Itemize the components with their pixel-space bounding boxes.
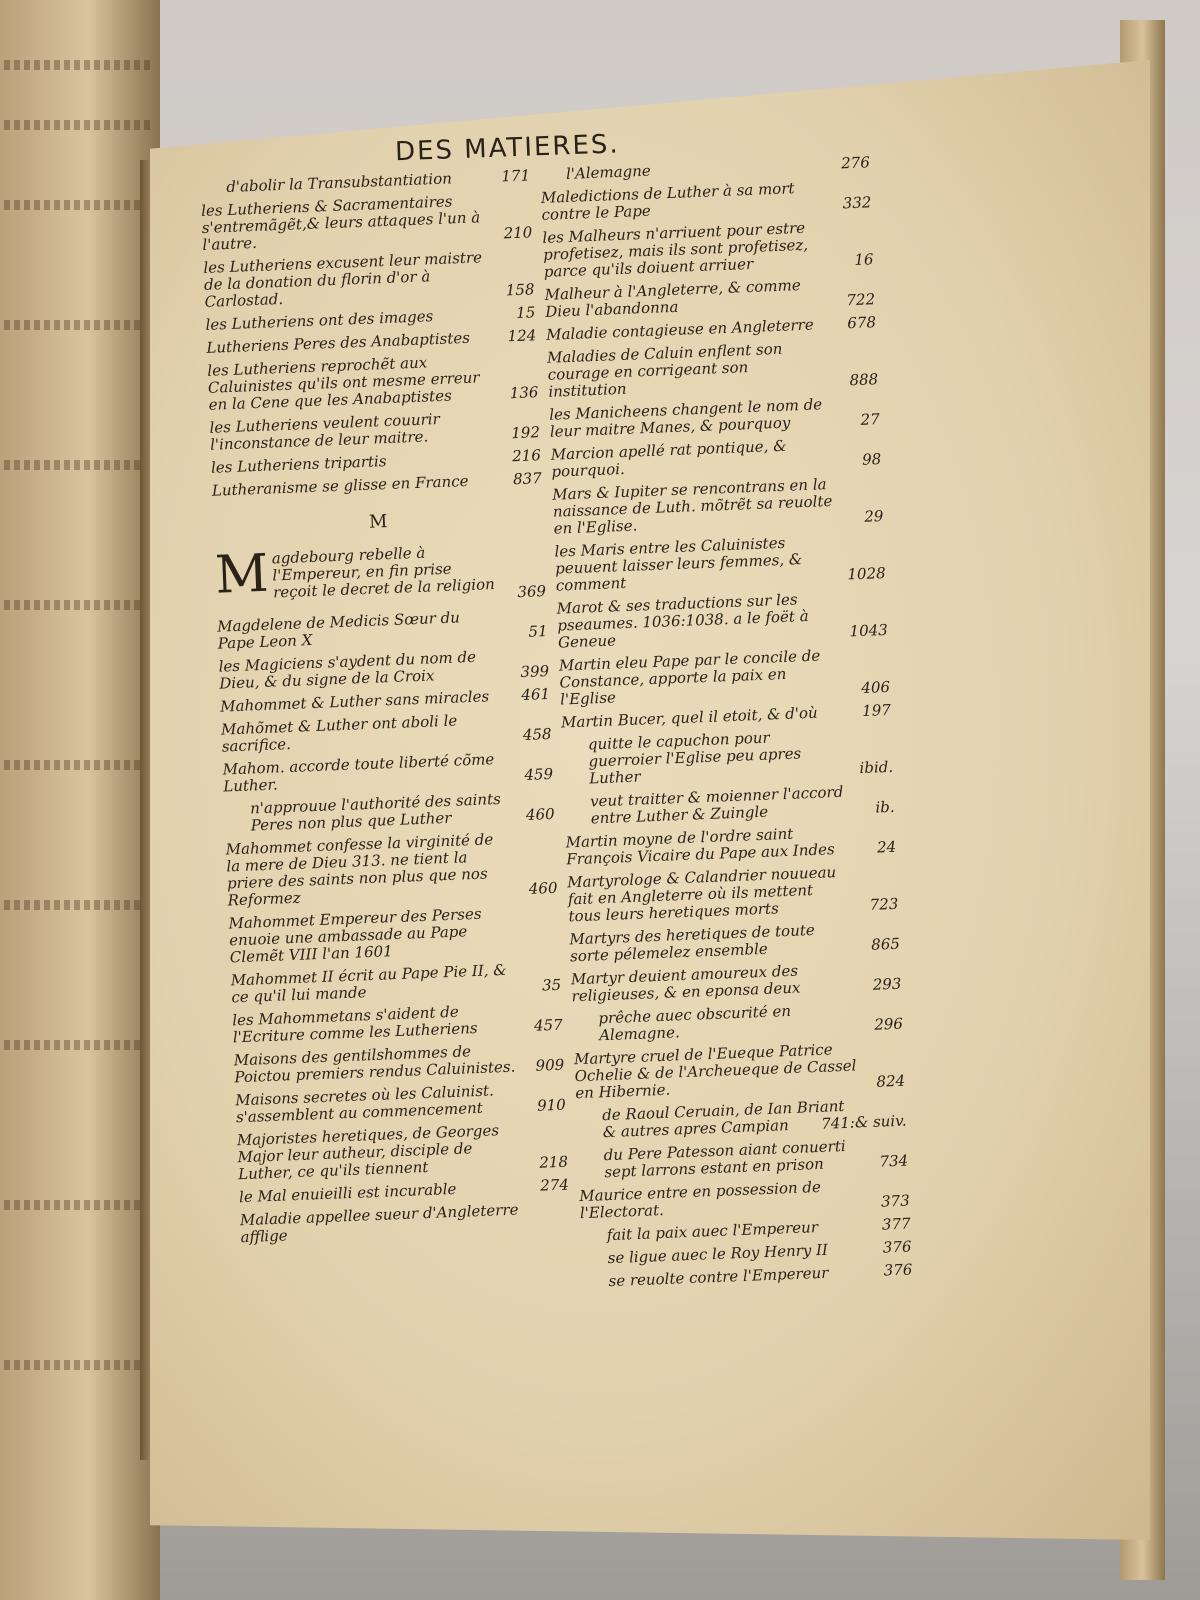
index-entry	[572, 999, 903, 1046]
left-column-m-entries	[217, 606, 571, 1246]
index-text-area	[200, 154, 925, 1359]
entry-text: Maladies de Caluin enflent son courage en corrigeant son institution	[546, 339, 783, 401]
index-entry	[567, 862, 899, 926]
entry-text: du Pere Patesson aiant conuerti sept larrons estant en prison	[603, 1136, 846, 1182]
entry-text: Martyrologe & Calandrier nouueau fait en Angleterre où ils mettent tous leurs heretiques morts	[566, 863, 837, 926]
bleed-through-line	[4, 900, 154, 910]
entry-text: Majoristes heretiques, de Georges Major leur autheur, disciple de Luther, ce qu'ils tiennent	[236, 1121, 500, 1184]
left-facing-page	[0, 0, 160, 1600]
entry-text: Magdelene de Medicis Sœur du Pape Leon X	[216, 608, 461, 653]
index-entry	[222, 749, 553, 796]
entry-text: Marot & ses traductions sur les pseaumes. 1036:1038. a le foët à Geneue	[556, 590, 809, 652]
index-entry	[228, 903, 560, 967]
entry-page-number: 35	[541, 975, 562, 995]
index-entry	[574, 1039, 906, 1103]
entry-page-number: 373	[880, 1191, 911, 1211]
entry-text: Lutheriens Peres des Anabaptistes	[206, 328, 471, 357]
entry-text: Maurice entre en possession de l'Electorat.	[578, 1177, 822, 1223]
entry-page-number: 910	[536, 1095, 567, 1115]
entry-page-number: ib.	[875, 797, 895, 817]
entry-page-number: 296	[873, 1014, 904, 1034]
entry-page-number: 210	[503, 223, 533, 243]
index-entry	[209, 407, 540, 454]
index-entry	[218, 646, 549, 693]
entry-text: Marcion apellé rat pontique, & pourquoi.	[550, 436, 787, 481]
entry-text: agdebourg rebelle à l'Empereur, en fin prise reçoit le decret de la religion	[271, 543, 496, 602]
entry-text: les Magiciens s'aydent du nom de Dieu, & du signe de la Croix	[218, 647, 477, 693]
index-entry	[217, 606, 548, 653]
index-entry	[549, 394, 880, 441]
entry-page-number: 1043	[849, 620, 889, 641]
bleed-through-line	[4, 1360, 154, 1370]
entry-text: Martyrs des heretiques de toute sorte pélemelez ensemble	[569, 920, 816, 966]
entry-page-number: 16	[854, 250, 874, 269]
entry-text: les Manicheens changent le nom de leur maitre Manes, & pourquoy	[548, 395, 823, 441]
entry-page-number: 124	[507, 326, 537, 346]
entry-page-number: 51	[528, 621, 548, 641]
entry-text: Maladie appellee sueur d'Angleterre afflige	[239, 1200, 519, 1247]
index-entry	[221, 709, 552, 756]
bleed-through-line	[4, 1040, 154, 1050]
left-column-entries	[200, 167, 542, 499]
index-entry-first	[214, 540, 546, 613]
entry-page-number: ibid.	[859, 757, 894, 778]
bleed-through-line	[4, 760, 154, 770]
right-column	[540, 154, 913, 1297]
index-entry	[541, 177, 872, 224]
entry-page-number: 888	[849, 370, 879, 390]
entry-text: les Lutheriens reprochẽt aux Caluinistes qu'ils ont mesme erreur en la Cene que les Anabaptistes	[206, 353, 480, 414]
entry-text: les Mahommetans s'aident de l'Ecriture comme les Lutheriens	[231, 1002, 478, 1047]
bleed-through-line	[4, 460, 154, 470]
index-entry	[235, 1080, 566, 1127]
entry-text: Martin eleu Pape par le concile de Constance, apporte la paix en l'Eglise	[558, 646, 821, 709]
entry-page-number: 734	[879, 1151, 909, 1171]
entry-text: de Raoul Ceruain, de Ian Briant & autres apres Campian	[601, 1096, 845, 1142]
entry-text: Mahom. accorde toute liberté cõme Luther.	[222, 750, 495, 796]
entry-text: quitte le capuchon pour guerroier l'Eglise peu apres Luther	[587, 728, 802, 788]
entry-text: Martyre cruel de l'Eueque Patrice Ochelie & de l'Archeueque de Cassel en Hibernie.	[573, 1040, 857, 1103]
entry-text: Martyr deuient amoureux des religieuses, & en eponsa deux	[570, 961, 801, 1006]
entry-text: Maisons secretes où les Caluinist. s'assemblent au commencement	[235, 1081, 495, 1127]
entry-page-number: 459	[524, 764, 554, 784]
entry-text: d'abolir la Transubstantiation	[225, 169, 453, 196]
entry-text: Mahommet II écrit au Pape Pie II, & ce qu'il lui mande	[230, 960, 507, 1007]
entry-text: Maladie contagieuse en Angleterre	[545, 315, 814, 344]
entry-page-number: 98	[861, 450, 882, 469]
entry-page-number: 837	[512, 469, 543, 489]
index-entry	[556, 588, 888, 652]
entry-text: fait la paix auec l'Empereur	[606, 1218, 819, 1245]
entry-page-number: 158	[505, 280, 535, 300]
entry-text: Mahõmet & Luther ont aboli le sacrifice.	[220, 711, 458, 756]
index-entry	[564, 782, 895, 829]
entry-page-number: 376	[882, 1237, 912, 1257]
entry-text: Martin Bucer, quel il etoit, & d'où	[560, 703, 818, 732]
entry-text: Malheur à l'Angleterre, & comme Dieu l'abandonna	[544, 276, 801, 321]
entry-text: les Lutheriens ont des images	[205, 307, 434, 334]
entry-text: Maisons des gentilshommes de Poictou premiers rendus Caluinistes.	[233, 1042, 516, 1087]
entry-page-number: 293	[872, 974, 902, 994]
index-entry	[577, 1136, 908, 1183]
index-entry	[232, 1000, 563, 1047]
entry-text: l'Alemagne	[565, 161, 652, 183]
entry-page-number: 369	[517, 582, 547, 602]
index-entry	[224, 789, 555, 836]
bleed-through-line	[4, 200, 154, 210]
index-entry	[554, 531, 886, 595]
index-entry	[237, 1120, 569, 1184]
index-entry	[203, 247, 535, 311]
entry-text: les Malheurs n'arriuent pour estre profetisez, mais ils sont profetisez, parce qu'ils doiuent arriuer	[542, 218, 809, 281]
index-entry	[576, 1096, 907, 1143]
entry-text: Mars & Iupiter se rencontrans en la naissance de Luth. mõtrẽt sa reuolte en l'Eglise.	[551, 475, 833, 538]
index-entry	[565, 822, 896, 869]
entry-page-number: 722	[846, 290, 876, 310]
entry-text: Lutheranisme se glisse en France	[211, 471, 469, 500]
entry-page-number: 406	[861, 677, 891, 697]
entry-text: Mahommet & Luther sans miracles	[219, 687, 490, 716]
entry-text: les Lutheriens excusent leur maistre de la donation du florin d'or à Carlostad.	[203, 248, 483, 311]
entry-text: n'approuue l'authorité des saints Peres non plus que Luther	[249, 789, 502, 835]
index-entry	[571, 959, 902, 1006]
entry-page-number: 136	[509, 383, 539, 403]
bleed-through-line	[4, 1200, 154, 1210]
page-header: DES MATIERES.	[394, 129, 621, 168]
entry-text: les Lutheriens veulent couurir l'inconstance de leur maitre.	[209, 409, 441, 454]
entry-page-number: 24	[876, 837, 897, 857]
index-entry	[207, 350, 539, 414]
index-entry	[559, 645, 891, 709]
entry-page-number: 678	[846, 313, 877, 333]
entry-text: se reuolte contre l'Empereur	[608, 1263, 829, 1291]
index-entry	[542, 217, 874, 281]
bleed-through-line	[4, 320, 154, 330]
entry-text: Martin moyne de l'ordre saint François Vicaire du Pape aux Indes	[565, 824, 835, 869]
index-entry	[550, 434, 881, 481]
index-entry	[562, 725, 894, 789]
entry-text: Maledictions de Luther à sa mort contre le Pape	[540, 179, 795, 224]
entry-text: Mahommet Empereur des Perses enuoie une ambassade au Pape Clemẽt VIII l'an 1601	[228, 904, 482, 967]
entry-page-number: 274	[539, 1175, 570, 1195]
bleed-through-line	[4, 600, 154, 610]
entry-text: le Mal enuieilli est incurable	[238, 1179, 457, 1207]
entry-page-number: 276	[840, 153, 871, 173]
entry-page-number: 216	[511, 446, 542, 466]
index-entry	[230, 960, 561, 1007]
entry-page-number: 399	[520, 661, 550, 682]
entry-page-number: 218	[538, 1152, 569, 1172]
entry-page-number: 460	[528, 878, 558, 898]
bleed-through-line	[4, 120, 154, 130]
index-entry	[234, 1040, 565, 1087]
entry-text: veut traitter & moienner l'accord entre Luther & Zuingle	[589, 782, 844, 828]
entry-page-number: 192	[510, 423, 541, 443]
entry-page-number: 197	[861, 700, 892, 720]
index-entry	[240, 1200, 571, 1247]
entry-text: les Lutheriens tripartis	[210, 452, 387, 477]
entry-text: Mahommet confesse la virginité de la mere de Dieu 313. ne tient la priere des saints non plus que nos Reformez	[225, 830, 494, 910]
index-entry	[547, 337, 879, 401]
index-entry	[201, 190, 533, 254]
entry-page-number: 909	[535, 1055, 565, 1075]
entry-page-number: 723	[869, 894, 899, 914]
drop-cap: M	[214, 543, 270, 606]
index-entry	[569, 919, 900, 966]
entry-page-number: 458	[522, 724, 552, 745]
bleed-through-line	[4, 60, 154, 70]
entry-page-number: 15	[515, 303, 536, 322]
index-entry	[579, 1176, 910, 1223]
entry-page-number: 461	[521, 684, 551, 705]
section-letter: M	[368, 511, 388, 533]
entry-page-number: 741:& suiv.	[820, 1111, 907, 1133]
index-entry	[225, 829, 557, 910]
entry-text: prêche auec obscurité en Alemagne.	[598, 1001, 792, 1045]
entry-text: se ligue auec le Roy Henry II	[607, 1240, 829, 1268]
entry-page-number: 29	[863, 507, 884, 526]
index-entry	[544, 274, 875, 321]
entry-page-number: 457	[533, 1015, 564, 1035]
entry-page-number: 460	[525, 804, 555, 824]
entry-page-number: 171	[501, 166, 531, 186]
left-column	[200, 167, 571, 1252]
entry-page-number: 1028	[847, 563, 886, 584]
entry-page-number: 377	[881, 1214, 911, 1234]
index-entry	[552, 474, 884, 538]
entry-page-number: 824	[876, 1071, 906, 1091]
entry-page-number: 332	[842, 193, 872, 213]
entry-text: les Lutheriens & Sacramentaires s'entremãgẽt,& leurs attaques l'un à l'autre.	[200, 192, 481, 254]
entry-page-number: 27	[860, 410, 881, 429]
entry-text: les Maris entre les Caluinistes peuuent laisser leurs femmes, & comment	[554, 533, 803, 595]
entry-page-number: 376	[883, 1260, 913, 1280]
entry-page-number: 865	[870, 934, 901, 954]
